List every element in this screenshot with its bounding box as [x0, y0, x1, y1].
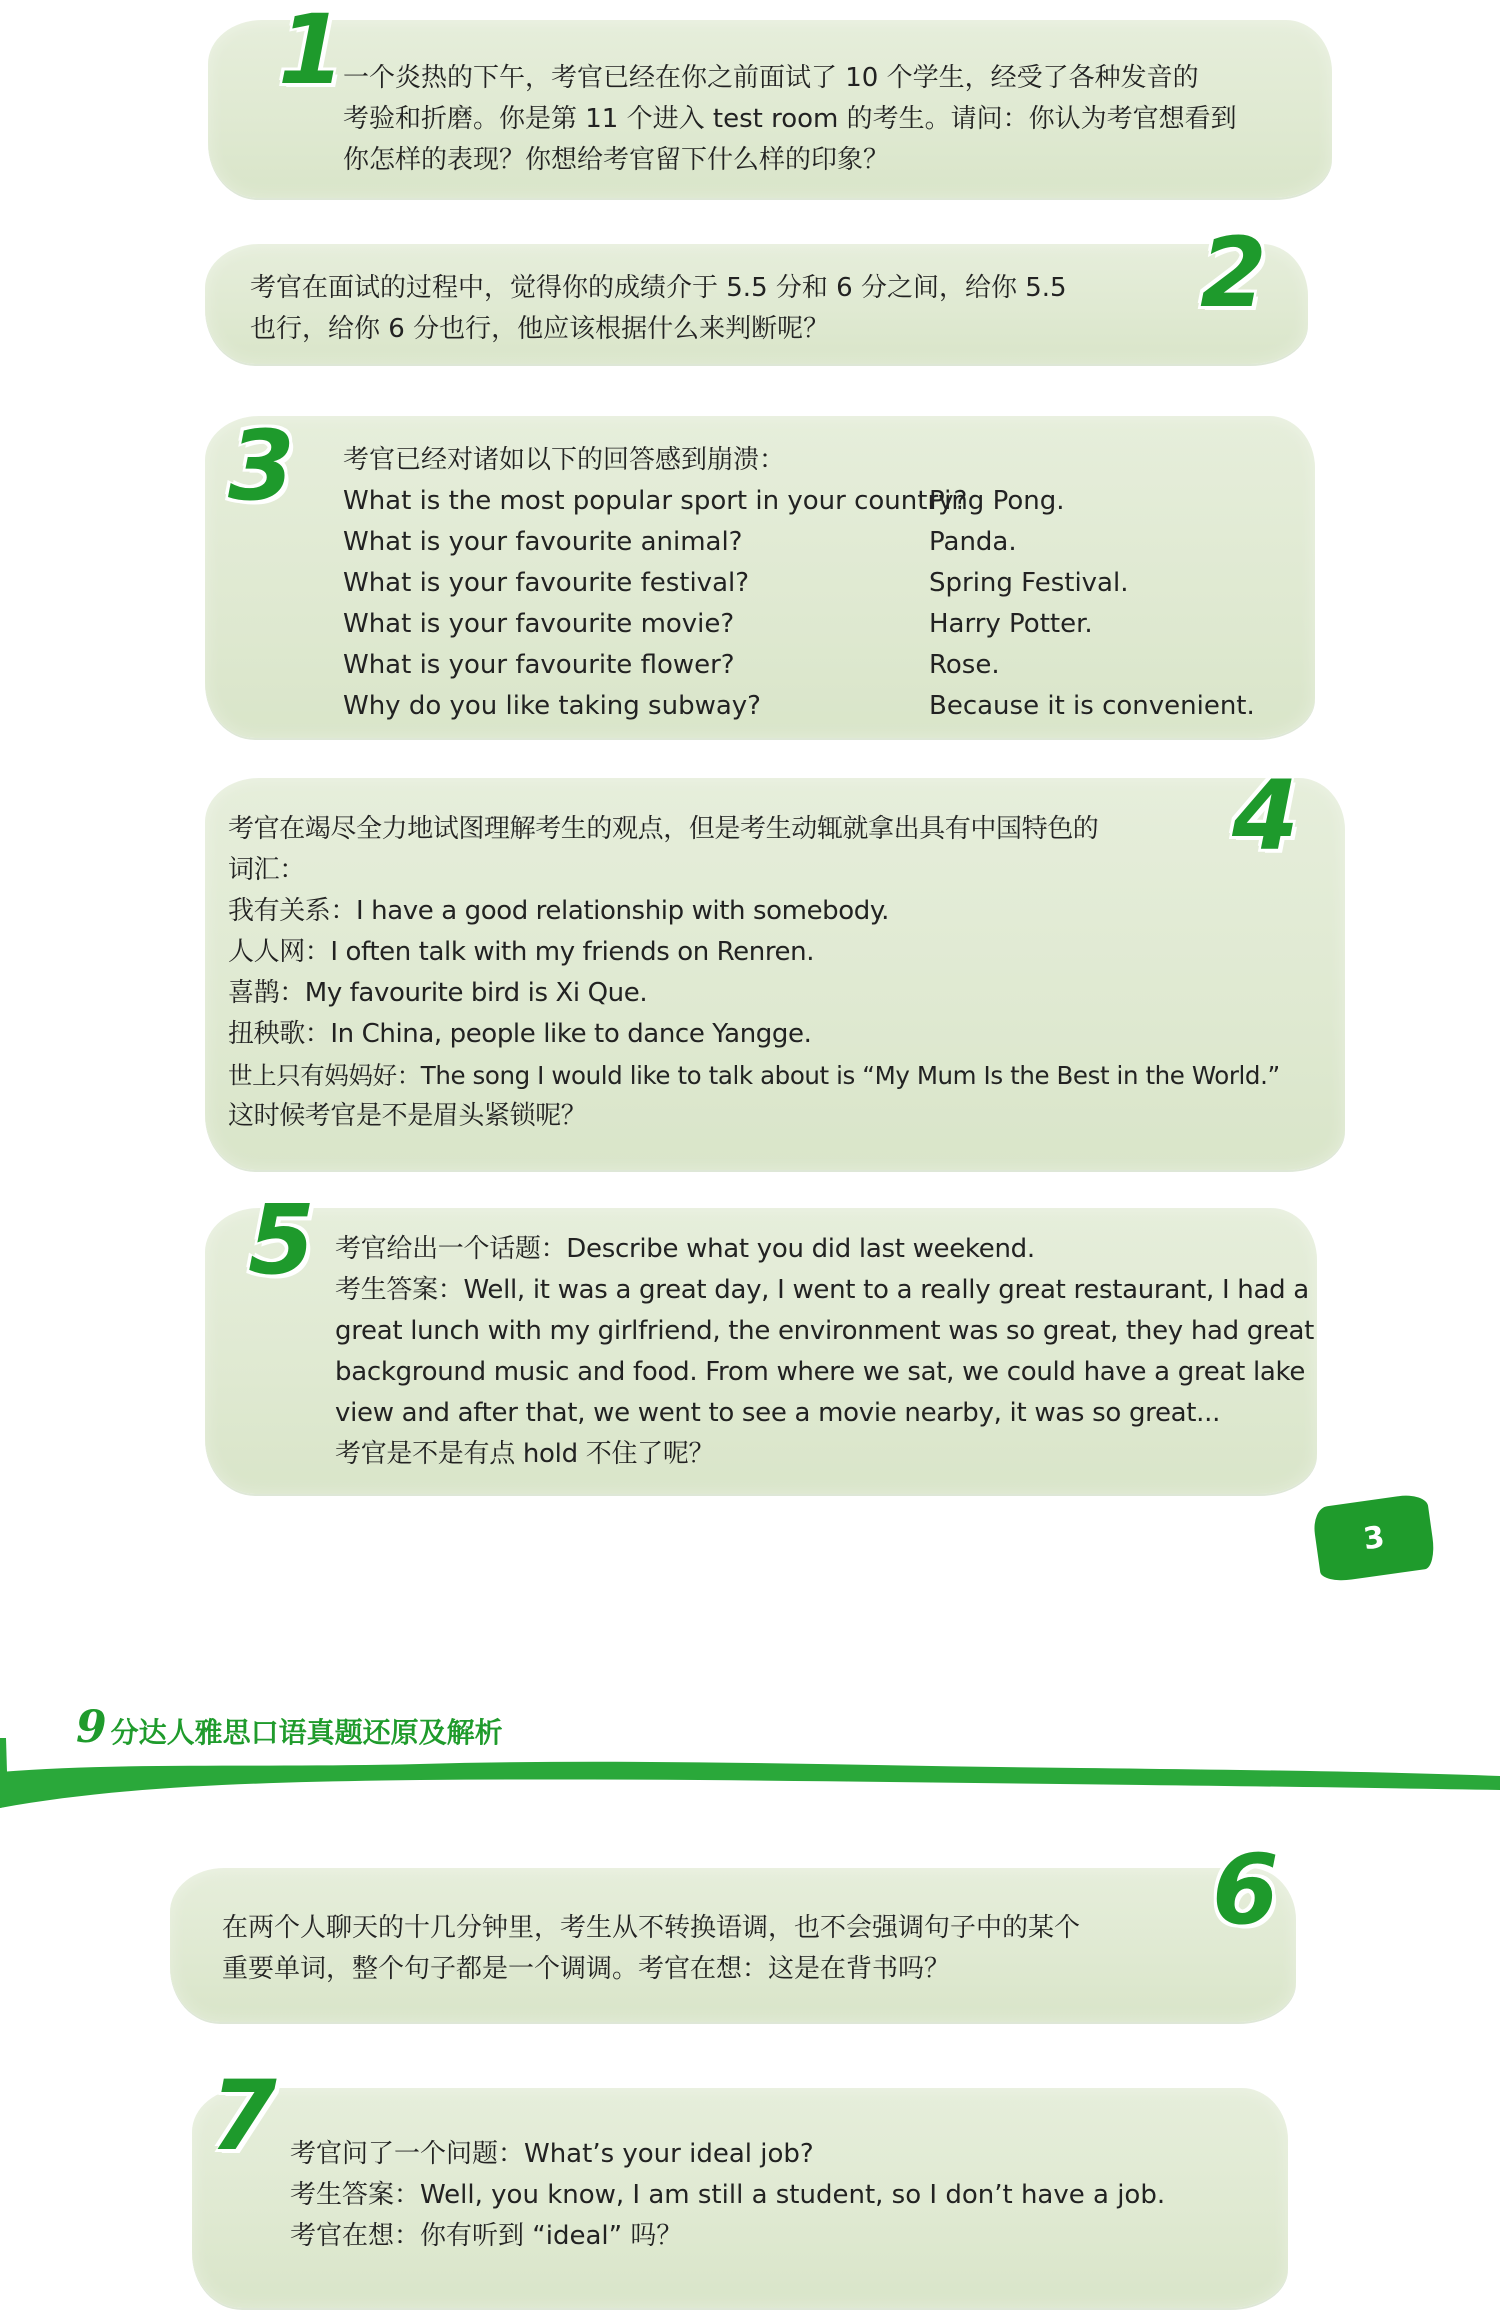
text-line: 考官已经对诸如以下的回答感到崩溃：	[343, 445, 786, 475]
qa-answer: Because it is convenient.	[929, 691, 1255, 721]
qa-question: What is the most popular sport in your country?	[343, 486, 968, 516]
text-line: 考官在竭尽全力地试图理解考生的观点，但是考生动辄就拿出具有中国特色的	[228, 814, 1099, 844]
qa-answer: Harry Potter.	[929, 609, 1093, 639]
tip-number-7: 7	[210, 2060, 277, 2172]
tip-text-2	[250, 268, 1200, 350]
text-line: 也行，给你 6 分也行，他应该根据什么来判断呢？	[250, 314, 830, 344]
tip-number-3: 3	[228, 410, 295, 522]
text-line: 一个炎热的下午，考官已经在你之前面试了 10 个学生，经受了各种发音的	[343, 63, 1199, 93]
tip-text-3	[343, 440, 1303, 727]
text-line: 词汇：	[228, 855, 305, 885]
text-line: 考官问了一个问题：What’s your ideal job?	[290, 2139, 814, 2169]
qa-question: What is your favourite animal?	[343, 527, 743, 557]
text-line: background music and food. From where we sat, we could have a great lake	[335, 1357, 1306, 1387]
tip-text-4	[228, 809, 1328, 1137]
text-line: 在两个人聊天的十几分钟里，考生从不转换语调，也不会强调句子中的某个	[222, 1913, 1081, 1943]
text-line: view and after that, we went to see a movie nearby, it was so great...	[335, 1398, 1221, 1428]
tip-text-7	[290, 2134, 1250, 2257]
tip-number-4: 4	[1232, 760, 1299, 872]
tip-text-1	[343, 58, 1303, 181]
qa-question: Why do you like taking subway?	[343, 691, 761, 721]
qa-answer: Spring Festival.	[929, 568, 1129, 598]
text-line: 考官是不是有点 hold 不住了呢？	[335, 1439, 715, 1469]
text-line: 世上只有妈妈好：The song I would like to talk about is “My Mum Is the Best in the World.”	[228, 1061, 1280, 1090]
text-line: 考验和折磨。你是第 11 个进入 test room 的考生。请问：你认为考官想看到	[343, 104, 1237, 134]
header-prefix: 9	[76, 1702, 107, 1753]
text-line: 人人网：I often talk with my friends on Renren.	[228, 937, 815, 967]
tip-number-2: 2	[1200, 217, 1267, 329]
qa-answer: Panda.	[929, 527, 1017, 557]
text-line: 考官在面试的过程中，觉得你的成绩介于 5.5 分和 6 分之间，给你 5.5	[250, 273, 1067, 303]
qa-question: What is your favourite movie?	[343, 609, 735, 639]
tip-text-5	[335, 1229, 1315, 1475]
qa-answer: Rose.	[929, 650, 1000, 680]
text-line: 考官给出一个话题：Describe what you did last weekend.	[335, 1234, 1035, 1264]
tip-number-5: 5	[248, 1184, 315, 1296]
qa-question: What is your favourite festival?	[343, 568, 750, 598]
text-line: 考生答案：Well, it was a great day, I went to a really great restaurant, I had a	[335, 1275, 1309, 1305]
page-number-badge	[1311, 1492, 1436, 1583]
text-line: 重要单词，整个句子都是一个调调。考官在想：这是在背书吗？	[222, 1954, 951, 1984]
text-line: 这时候考官是不是眉头紧锁呢？	[228, 1101, 587, 1131]
text-line: 喜鹊：My favourite bird is Xi Que.	[228, 978, 648, 1008]
qa-question: What is your favourite flower?	[343, 650, 735, 680]
text-line: great lunch with my girlfriend, the environment was so great, they had great	[335, 1316, 1315, 1346]
text-line: 你怎样的表现？你想给考官留下什么样的印象？	[343, 145, 890, 175]
section-header-title	[76, 1702, 503, 1753]
page-number: 3	[1361, 1519, 1387, 1557]
text-line: 我有关系：I have a good relationship with somebody.	[228, 896, 890, 926]
qa-table	[343, 481, 1303, 727]
tip-number-1: 1	[278, 0, 345, 106]
text-line: 考官在想：你有听到 “ideal” 吗？	[290, 2221, 683, 2251]
text-line: 考生答案：Well, you know, I am still a student, so I don’t have a job.	[290, 2180, 1166, 2210]
qa-answer: Ping Pong.	[929, 486, 1065, 516]
tip-number-6: 6	[1212, 1834, 1279, 1946]
header-title-text: 分达人雅思口语真题还原及解析	[110, 1716, 503, 1749]
text-line: 扭秧歌：In China, people like to dance Yangge.	[228, 1019, 812, 1049]
tip-text-6	[222, 1908, 1222, 1990]
